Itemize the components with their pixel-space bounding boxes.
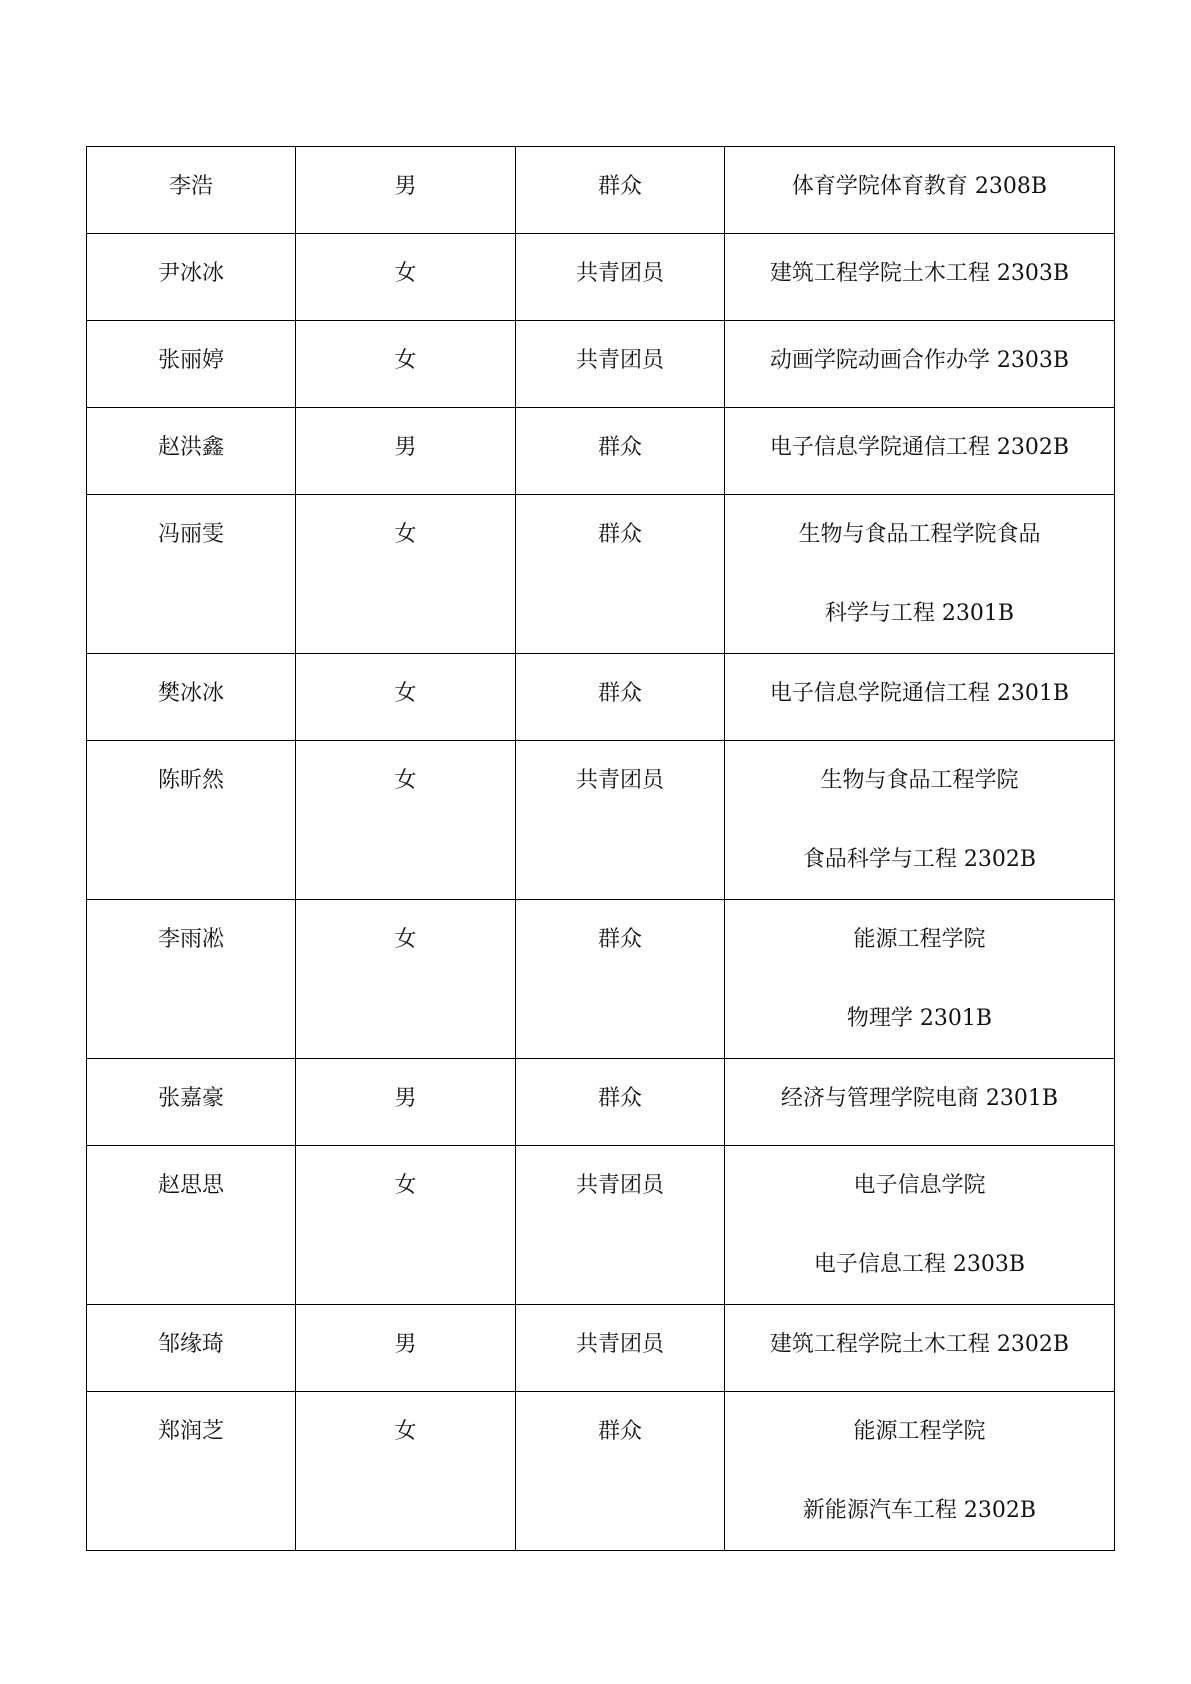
- gender-text: 男: [394, 435, 417, 460]
- class-text: 动画学院动画合作办学 2303B: [769, 348, 1070, 373]
- politics-text: 群众: [597, 522, 642, 547]
- class-cell: [725, 1392, 1115, 1551]
- table-row: [87, 900, 1115, 1059]
- table-row: [87, 741, 1115, 900]
- class-text: 电子信息学院通信工程 2301B: [769, 681, 1070, 706]
- politics-text: 共青团员: [575, 1332, 664, 1357]
- class-cell: [725, 495, 1115, 654]
- gender-text: 女: [394, 927, 417, 952]
- politics-text: 共青团员: [575, 768, 664, 793]
- gender-cell: [296, 900, 516, 1059]
- politics-text: 共青团员: [575, 348, 664, 373]
- class-cell: [725, 234, 1115, 321]
- name-text: 邹缘琦: [157, 1332, 224, 1357]
- class-text-line-2: 电子信息工程 2303B: [813, 1252, 1026, 1277]
- class-cell: [725, 1059, 1115, 1146]
- politics-text: 群众: [597, 1419, 642, 1444]
- name-text: 李浩: [168, 174, 213, 199]
- politics-cell: [516, 1392, 725, 1551]
- name-text: 冯丽雯: [157, 522, 224, 547]
- name-text: 尹冰冰: [157, 261, 224, 286]
- politics-text: 群众: [597, 681, 642, 706]
- table-row: [87, 234, 1115, 321]
- politics-text: 群众: [597, 174, 642, 199]
- name-cell: [87, 741, 296, 900]
- class-cell: [725, 654, 1115, 741]
- class-text-line-2: 物理学 2301B: [846, 1006, 993, 1031]
- gender-text: 女: [394, 261, 417, 286]
- gender-cell: [296, 1059, 516, 1146]
- name-text: 陈昕然: [157, 768, 224, 793]
- table-row: [87, 408, 1115, 495]
- class-text-line-2: 科学与工程 2301B: [824, 601, 1015, 626]
- politics-cell: [516, 1059, 725, 1146]
- politics-cell: [516, 495, 725, 654]
- politics-cell: [516, 321, 725, 408]
- class-cell: [725, 1146, 1115, 1305]
- politics-cell: [516, 741, 725, 900]
- class-text: 体育学院体育教育 2308B: [791, 174, 1048, 199]
- politics-text: 共青团员: [575, 1173, 664, 1198]
- gender-cell: [296, 1146, 516, 1305]
- name-cell: [87, 1392, 296, 1551]
- politics-cell: [516, 900, 725, 1059]
- name-cell: [87, 321, 296, 408]
- gender-text: 女: [394, 348, 417, 373]
- class-text: 建筑工程学院土木工程 2302B: [769, 1332, 1070, 1357]
- name-text: 樊冰冰: [157, 681, 224, 706]
- member-table: [86, 146, 1115, 1551]
- gender-text: 女: [394, 1173, 417, 1198]
- class-text: 电子信息学院通信工程 2302B: [769, 435, 1070, 460]
- politics-cell: [516, 408, 725, 495]
- class-text: 经济与管理学院电商 2301B: [780, 1086, 1059, 1111]
- class-cell: [725, 408, 1115, 495]
- name-text: 郑润芝: [157, 1419, 224, 1444]
- politics-cell: [516, 234, 725, 321]
- name-text: 张嘉豪: [157, 1086, 224, 1111]
- class-text-line-1: 生物与食品工程学院食品: [798, 522, 1041, 547]
- name-text: 赵思思: [157, 1173, 224, 1198]
- class-text-line-1: 电子信息学院: [853, 1173, 986, 1198]
- class-cell: [725, 741, 1115, 900]
- table-row: [87, 495, 1115, 654]
- gender-text: 男: [394, 1086, 417, 1111]
- class-cell: [725, 147, 1115, 234]
- politics-cell: [516, 654, 725, 741]
- table-row: [87, 147, 1115, 234]
- class-text-line-1: 能源工程学院: [853, 1419, 986, 1444]
- gender-text: 男: [394, 1332, 417, 1357]
- gender-cell: [296, 147, 516, 234]
- table-row: [87, 1392, 1115, 1551]
- politics-text: 群众: [597, 927, 642, 952]
- gender-text: 女: [394, 681, 417, 706]
- name-text: 李雨凇: [157, 927, 224, 952]
- gender-cell: [296, 741, 516, 900]
- class-cell: [725, 1305, 1115, 1392]
- gender-text: 女: [394, 522, 417, 547]
- table-row: [87, 1059, 1115, 1146]
- politics-text: 群众: [597, 1086, 642, 1111]
- politics-cell: [516, 147, 725, 234]
- name-text: 赵洪鑫: [157, 435, 224, 460]
- name-text: 张丽婷: [157, 348, 224, 373]
- class-cell: [725, 900, 1115, 1059]
- gender-cell: [296, 321, 516, 408]
- politics-text: 共青团员: [575, 261, 664, 286]
- gender-cell: [296, 1305, 516, 1392]
- name-cell: [87, 900, 296, 1059]
- gender-text: 女: [394, 1419, 417, 1444]
- politics-cell: [516, 1305, 725, 1392]
- name-cell: [87, 147, 296, 234]
- gender-cell: [296, 495, 516, 654]
- class-text: 建筑工程学院土木工程 2303B: [769, 261, 1070, 286]
- name-cell: [87, 1146, 296, 1305]
- table-row: [87, 1146, 1115, 1305]
- name-cell: [87, 495, 296, 654]
- name-cell: [87, 408, 296, 495]
- politics-cell: [516, 1146, 725, 1305]
- table-row: [87, 1305, 1115, 1392]
- name-cell: [87, 654, 296, 741]
- gender-cell: [296, 1392, 516, 1551]
- class-text-line-2: 食品科学与工程 2302B: [802, 847, 1037, 872]
- class-text-line-1: 能源工程学院: [853, 927, 986, 952]
- class-text-line-2: 新能源汽车工程 2302B: [802, 1498, 1037, 1523]
- table-row: [87, 321, 1115, 408]
- class-cell: [725, 321, 1115, 408]
- name-cell: [87, 1305, 296, 1392]
- table-row: [87, 654, 1115, 741]
- gender-text: 男: [394, 174, 417, 199]
- name-cell: [87, 1059, 296, 1146]
- class-text-line-1: 生物与食品工程学院: [820, 768, 1019, 793]
- gender-cell: [296, 234, 516, 321]
- member-table-body: [87, 147, 1115, 1551]
- politics-text: 群众: [597, 435, 642, 460]
- name-cell: [87, 234, 296, 321]
- gender-cell: [296, 408, 516, 495]
- gender-text: 女: [394, 768, 417, 793]
- gender-cell: [296, 654, 516, 741]
